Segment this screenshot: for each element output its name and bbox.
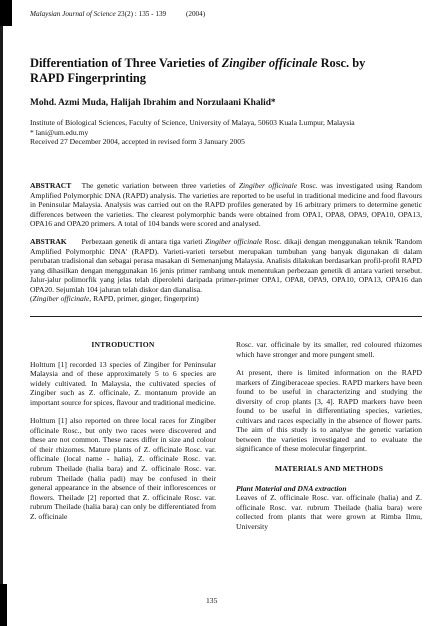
methods-paragraph-1: Leaves of Z. officinale Rosc. var. officinale (halia) and Z. officinale Rosc. var. rubrum Theilade (halia bara) were collected from plants that were grown at Rimba Ilmu, University [236,493,422,531]
methods-heading: MATERIALS AND METHODS [274,464,384,474]
intro-paragraph-2: Holttum [1] also reported on three local races for Zingiber officinale Rosc., but only two races were discovered and these are not common. These races differ in size and colour of their rhizomes. Mature plants of Z. officinale Rosc. var. officinale (local name - halia), Z. officinale Rosc. var. rubrum Theilade (halia bara) and Z. officinale Rosc. var. rubrum Theilade (halia padi) may be confused in their general appearance in the absence of their inflorescences or flowers. Theilade [2] reported that Z. officinale Rosc. var. rubrum Theilade (halia bara) can only be differentiated from Z. officinale [30,416,216,521]
journal-name: Malaysian Journal of Science [30,10,116,18]
author-email: * lani@um.edu.my [30,127,89,137]
abstrak-text: Perbezaan genetik di antara tiga varieti [81,237,205,246]
keywords-open: ( [30,294,33,303]
abstract-text: The genetic variation between three varieties of [81,181,239,190]
journal-citation: 23(2) : 135 - 139 [117,10,167,18]
abstrak-label: ABSTRAK [30,237,67,246]
abstract-label: ABSTRACT [30,181,72,190]
abstract-english [30,181,422,229]
intro-paragraph-3: Rosc. var. officinale by its smaller, red coloured rhizomes which have stronger and more pungent smell. [236,340,422,359]
affiliation-block [30,118,422,147]
received-date: Received 27 December 2004, accepted in revised form 3 January 2005 [30,137,245,147]
author-list: Mohd. Azmi Muda, Halijah Ibrahim and Norzulaani Khalid* [30,98,276,108]
intro-paragraph-4: At present, there is limited information on the RAPD markers of Zingiberaceae species. RAPD markers have been found to be useful in characterizing and studying the diversity of crop plants [3, 4]. RAPD markers have been found to be useful in differentiating species, varieties, cultivars and races especially in the absence of flower parts. The aim of this study is to analyse the genetic variation between the varieties investigated and to evaluate the significance of these molecular fingerprint. [236,368,422,454]
keywords-species: Zingiber officinale [32,294,90,303]
intro-paragraph-1: Holttum [1] recorded 13 species of Zingiber for Peninsular Malaysia and of these approximately 5 to 6 species are widely cultivated. In Malaysia, the cultivated species of Zingiber such as Z. officinale, Z. montanum provide an important source for spices, flavour and traditional medicine. [30,359,216,407]
title-species: Zingiber officinale [221,56,318,70]
section-divider [30,316,422,317]
methods-subheading: Plant Material and DNA extraction [236,483,347,493]
abstrak-text-continued: Rosc. dikaji dengan menggunakan teknik 'Random Amplified Polymorphic DNA' (RAPD). Varieti-varieti tersebut merupakan tumbuhan yang banyak digunakan di dalam perubatan tradisional dan sebagai perasa masakan di Semenanjung Malaysia. Analisis dilakukan berdasarkan profil-profil RAPD yang dihasilkan dengan menggunakan 16 jenis primer rambang untuk menentukan perbezaan genetik di antara varieti tersebut. Jalur-jalur polimorfik yang jelas telah diperolehi daripada primer-primer OPA1, OPA8, OPA9, OPA10, OPA13, OPA16 dan OPA20. Sejumlah 104 jaluran telah diskor dan dianalisa. [30,237,422,294]
introduction-heading: INTRODUCTION [91,340,155,349]
scan-edge-shadow [0,0,3,626]
paper-title [30,56,390,86]
abstract-text-continued: Rosc. was investigated using Random Amplified Polymorphic DNA (RAPD) analysis. The varieties are reported to be useful in traditional medicine and food flavours in Peninsular Malaysia. Analysis was carried out on the RAPD profiles generated by 16 arbitrary primers to determine genetic differences between the varieties. The clearest polymorphic bands were obtained from OPA1, OPA8, OPA9, OPA10, OPA13, OPA16 and OPA20 primers. A total of 104 bands were scored and analysed. [30,181,422,229]
abstract-malay [30,237,422,295]
page-number: 135 [206,596,218,605]
keywords-rest: , RAPD, primer, ginger, fingerprint) [89,294,199,303]
abstrak-species: Zingiber officinale [204,237,263,246]
title-prefix: Differentiation of Three Varieties of [30,56,222,70]
scan-corner-mark [0,0,12,26]
abstract-species: Zingiber officinale [238,181,298,190]
left-column [30,340,216,530]
right-column [236,340,422,540]
scan-corner-mark [0,584,7,626]
title-suffix: Rosc. by RAPD Fingerprinting [30,56,366,85]
keywords [30,294,422,303]
affiliation-institute: Institute of Biological Sciences, Faculty of Science, University of Malaya, 50603 Kuala Lumpur, Malaysia [30,118,355,127]
running-header [30,10,205,18]
journal-year: (2004) [185,10,206,18]
